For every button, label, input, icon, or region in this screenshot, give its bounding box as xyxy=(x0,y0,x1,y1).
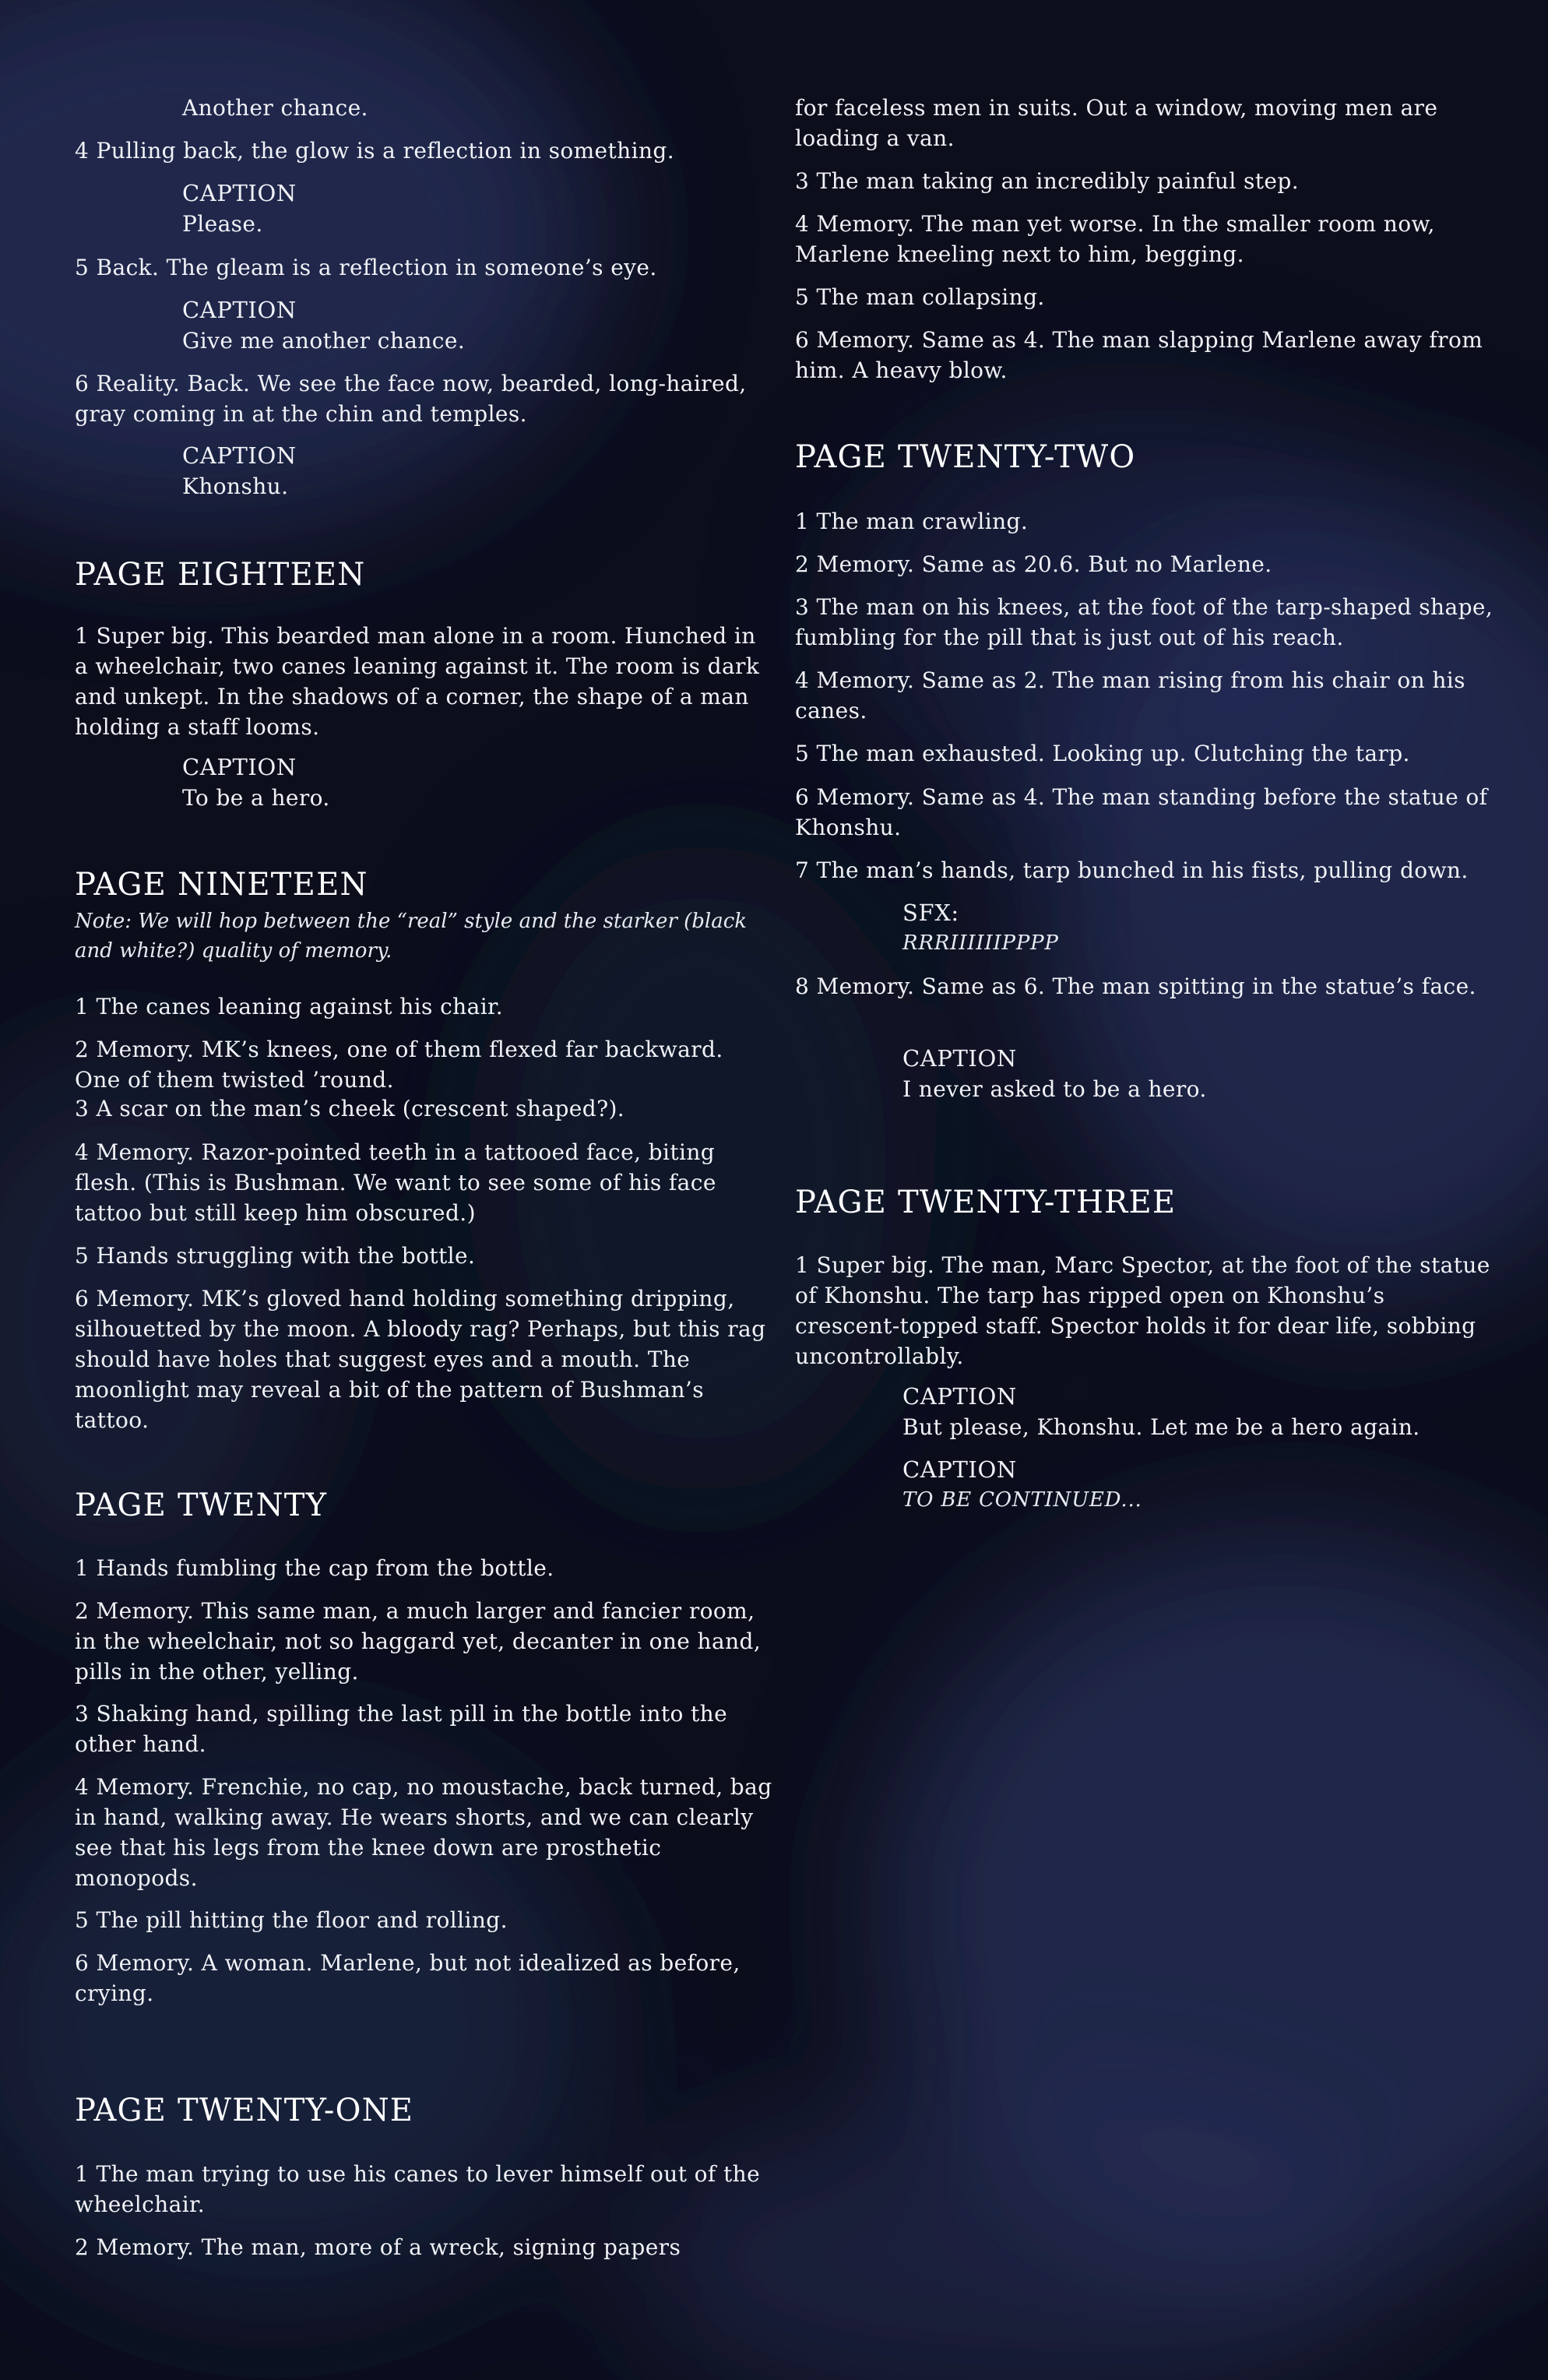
panel-description: 3 The man taking an incredibly painful step. xyxy=(795,168,1299,194)
page-heading: PAGE EIGHTEEN xyxy=(75,557,366,593)
panel-description: 1 Hands fumbling the cap from the bottle. xyxy=(75,1555,554,1581)
caption-label: CAPTION xyxy=(182,754,297,780)
panel-description: 6 Reality. Back. We see the face now, bearded, long-haired, gray coming in at the chin and temples. xyxy=(75,371,747,427)
page-heading: PAGE NINETEEN xyxy=(75,867,368,903)
panel-description: 4 Memory. Same as 2. The man rising from his chair on his canes. xyxy=(795,667,1465,724)
panel-description: 5 The man exhausted. Looking up. Clutching the tarp. xyxy=(795,741,1410,766)
panel-description: 4 Memory. The man yet worse. In the smaller room now, Marlene kneeling next to him, begging. xyxy=(795,211,1435,267)
panel-description: 5 Hands struggling with the bottle. xyxy=(75,1243,476,1269)
panel-description: 1 Super big. The man, Marc Spector, at the foot of the statue of Khonshu. The tarp has ripped open on Khonshu’s crescent-topped staff. Spector holds it for dear life, sobbing uncontrollably. xyxy=(795,1252,1490,1369)
panel-description: 1 The man crawling. xyxy=(795,509,1029,534)
caption-label: CAPTION xyxy=(902,1383,1017,1410)
panel-description: 1 The man trying to use his canes to lever himself out of the wheelchair. xyxy=(75,2161,761,2217)
panel-description: 1 The canes leaning against his chair. xyxy=(75,994,504,1019)
caption-label: CAPTION xyxy=(182,442,297,469)
sfx-text: RRRIIIIIIPPPP xyxy=(902,931,1059,955)
panel-description: 5 Back. The gleam is a reflection in someone’s eye. xyxy=(75,255,657,280)
panel-description: for faceless men in suits. Out a window, moving men are loading a van. xyxy=(795,95,1438,151)
panel-description: 3 Shaking hand, spilling the last pill in the bottle into the other hand. xyxy=(75,1701,728,1757)
panel-description: 3 The man on his knees, at the foot of the tarp-shaped shape, fumbling for the pill that is just out of his reach. xyxy=(795,594,1493,650)
script-note: Note: We will hop between the “real” style and the starker (black and white?) quality of memory. xyxy=(75,910,748,963)
caption-text: But please, Khonshu. Let me be a hero again. xyxy=(902,1414,1420,1440)
caption-label: CAPTION xyxy=(182,180,297,206)
caption-text: I never asked to be a hero. xyxy=(902,1076,1207,1102)
panel-description: 4 Memory. Frenchie, no cap, no moustache, back turned, bag in hand, walking away. He wears shorts, and we can clearly see that his legs from the knee down are prosthetic monopods. xyxy=(75,1774,772,1891)
panel-description: 4 Pulling back, the glow is a reflection in something. xyxy=(75,138,675,164)
page-heading: PAGE TWENTY-ONE xyxy=(75,2093,414,2128)
panel-description: 2 Memory. MK’s knees, one of them flexed far backward. One of them twisted ’round. xyxy=(75,1037,723,1093)
panel-description: 6 Memory. Same as 4. The man slapping Marlene away from him. A heavy blow. xyxy=(795,327,1483,383)
sfx-label: SFX: xyxy=(902,900,959,926)
panel-description: 8 Memory. Same as 6. The man spitting in the statue’s face. xyxy=(795,973,1476,999)
panel-description: 5 The man collapsing. xyxy=(795,284,1045,310)
panel-description: 3 A scar on the man’s cheek (crescent shaped?). xyxy=(75,1096,625,1121)
caption-label: CAPTION xyxy=(902,1456,1017,1483)
caption-text: Khonshu. xyxy=(182,474,289,499)
panel-description: 7 The man’s hands, tarp bunched in his fists, pulling down. xyxy=(795,857,1469,883)
caption-text: To be a hero. xyxy=(182,785,330,811)
panel-description: 5 The pill hitting the floor and rolling. xyxy=(75,1907,508,1933)
caption-text: TO BE CONTINUED... xyxy=(902,1488,1142,1512)
caption-text: Please. xyxy=(182,211,263,237)
panel-description: 6 Memory. Same as 4. The man standing before the statue of Khonshu. xyxy=(795,784,1488,840)
page-heading: PAGE TWENTY-TWO xyxy=(795,439,1136,475)
panel-description: 6 Memory. A woman. Marlene, but not idealized as before, crying. xyxy=(75,1950,741,2006)
panel-description: 4 Memory. Razor-pointed teeth in a tattooed face, biting flesh. (This is Bushman. We want to see some of his face tattoo but still keep him obscured.) xyxy=(75,1139,716,1226)
page-heading: PAGE TWENTY-THREE xyxy=(795,1185,1177,1220)
caption-label: CAPTION xyxy=(182,297,297,323)
caption-text: Another chance. xyxy=(182,95,368,121)
panel-description: 2 Memory. Same as 20.6. But no Marlene. xyxy=(795,551,1272,577)
page-heading: PAGE TWENTY xyxy=(75,1488,328,1523)
panel-description: 2 Memory. This same man, a much larger and fancier room, in the wheelchair, not so haggard yet, decanter in one hand, pills in the other, yelling. xyxy=(75,1598,762,1685)
caption-label: CAPTION xyxy=(902,1045,1017,1072)
panel-description: 1 Super big. This bearded man alone in a room. Hunched in a wheelchair, two canes leaning against it. The room is dark and unkept. In the shadows of a corner, the shape of a man holding a staff looms. xyxy=(75,623,760,740)
panel-description: 6 Memory. MK’s gloved hand holding something dripping, silhouetted by the moon. A bloody rag? Perhaps, but this rag should have holes that suggest eyes and a mouth. The moonlight may reveal a bit of the pattern of Bushman’s tattoo. xyxy=(75,1286,766,1433)
caption-text: Give me another chance. xyxy=(182,328,466,354)
panel-description: 2 Memory. The man, more of a wreck, signing papers xyxy=(75,2234,681,2260)
